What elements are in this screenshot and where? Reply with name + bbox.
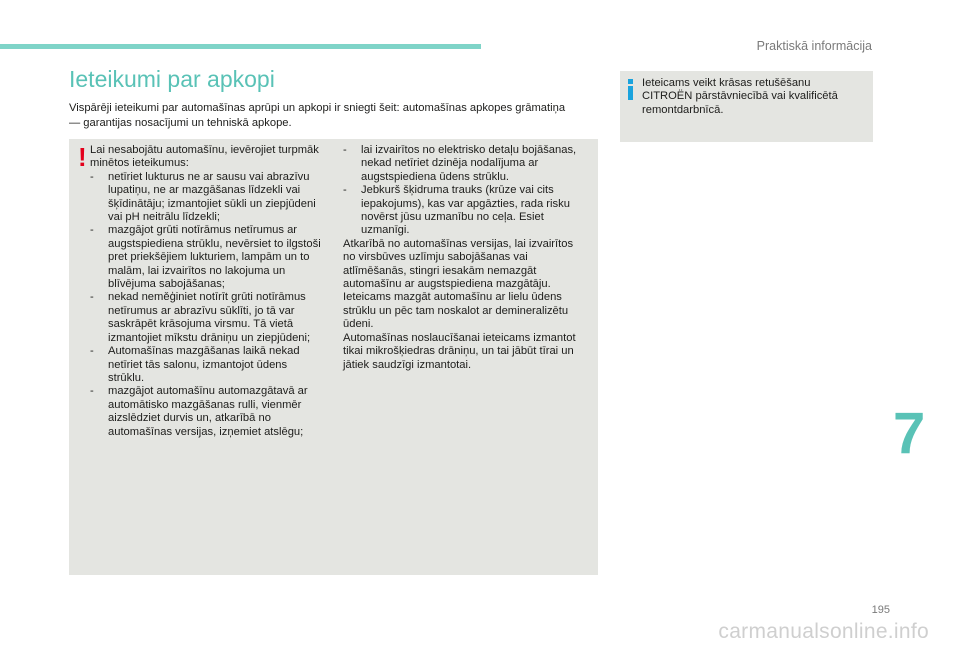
warning-left-column <box>90 144 326 439</box>
section-header: Praktiskā informācija <box>756 39 872 53</box>
list-item: - mazgājot grūti notīrāmus netīrumus ar augstspiediena strūklu, nevērsiet to ilgstoši pret priekšējiem lukturiem, lampām un to malām, lai izvairītos no lakojuma un blīvējuma sabojāšanas; <box>90 224 321 291</box>
warning-paragraph: Automašīnas noslaucīšanai ieteicams izmantot tikai mikrošķiedras drāniņu, un tai jābūt tīrai un jātiek saudzīgi izmantotai. <box>343 331 576 371</box>
watermark: carmanualsonline.info <box>718 620 929 643</box>
list-item: - mazgājot automašīnu automazgātavā ar automātisko mazgāšanas rulli, vienmēr aizslēdziet durvis un, atkarībā no automašīnas versijas, izņemiet atslēgu; <box>90 385 308 438</box>
warning-intro: Lai nesabojātu automašīnu, ievērojiet turpmāk minētos ieteikumus: <box>90 144 319 170</box>
intro-paragraph: Vispārēji ieteikumi par automašīnas aprūpi un apkopi ir sniegti šeit: automašīnas apkopes grāmatiņa — garantijas nosacījumi un tehniskā apkope. <box>69 102 566 129</box>
warning-paragraph: Ieteicams mazgāt automašīnu ar lielu ūdens strūklu un pēc tam noskalot ar demineralizētu ūdeni. <box>343 291 569 331</box>
header-accent-bar <box>0 44 481 49</box>
chapter-number: 7 <box>893 401 926 466</box>
warning-exclamation-icon: ! <box>78 142 87 172</box>
info-text: Ieteicams veikt krāsas retušēšanu CITROËN pārstāvniecībā vai kvalificētā remontdarbnīcā. <box>642 77 838 116</box>
list-item: - lai izvairītos no elektrisko detaļu bojāšanas, nekad netīriet dzinēja nodalījuma ar augstspiediena ūdens strūklu. <box>343 144 577 183</box>
list-item: - Jebkurš šķidruma trauks (krūze vai cits iepakojums), kas var apgāzties, rada risku novērst jūsu uzmanību no ceļa. Esiet uzmanīgi. <box>343 184 570 237</box>
page-number: 195 <box>871 604 890 616</box>
warning-box <box>69 139 598 575</box>
info-icon <box>627 79 633 100</box>
warning-paragraph: Atkarībā no automašīnas versijas, lai izvairītos no virsbūves uzlīmju sabojāšanas vai atlīmēšanās, stingri iesakām nemazgāt automašīnu ar augstspiediena mazgātāju. <box>343 237 574 291</box>
list-item: - Automašīnas mazgāšanas laikā nekad netīriet tās salonu, izmantojot ūdens strūklu. <box>90 345 300 384</box>
page-title: Ieteikumi par apkopi <box>69 66 275 92</box>
info-box <box>620 71 873 142</box>
list-item: - nekad neměģiniet notīrīt grūti notīrāmus netīrumus ar abrazīvu sūklīti, jo tā var saskrāpēt krāsojuma virsmu. Tā vietā izmantojiet mīkstu drāniņu un ziepjūdeni; <box>90 291 311 344</box>
warning-right-column <box>343 144 583 372</box>
list-item: - netīriet lukturus ne ar sausu vai abrazīvu lupatiņu, ne ar mazgāšanas līdzekli vai šķīdinātāju; izmantojiet sūkli un ziepjūdeni vai pH neitrālu līdzekli; <box>90 170 316 224</box>
